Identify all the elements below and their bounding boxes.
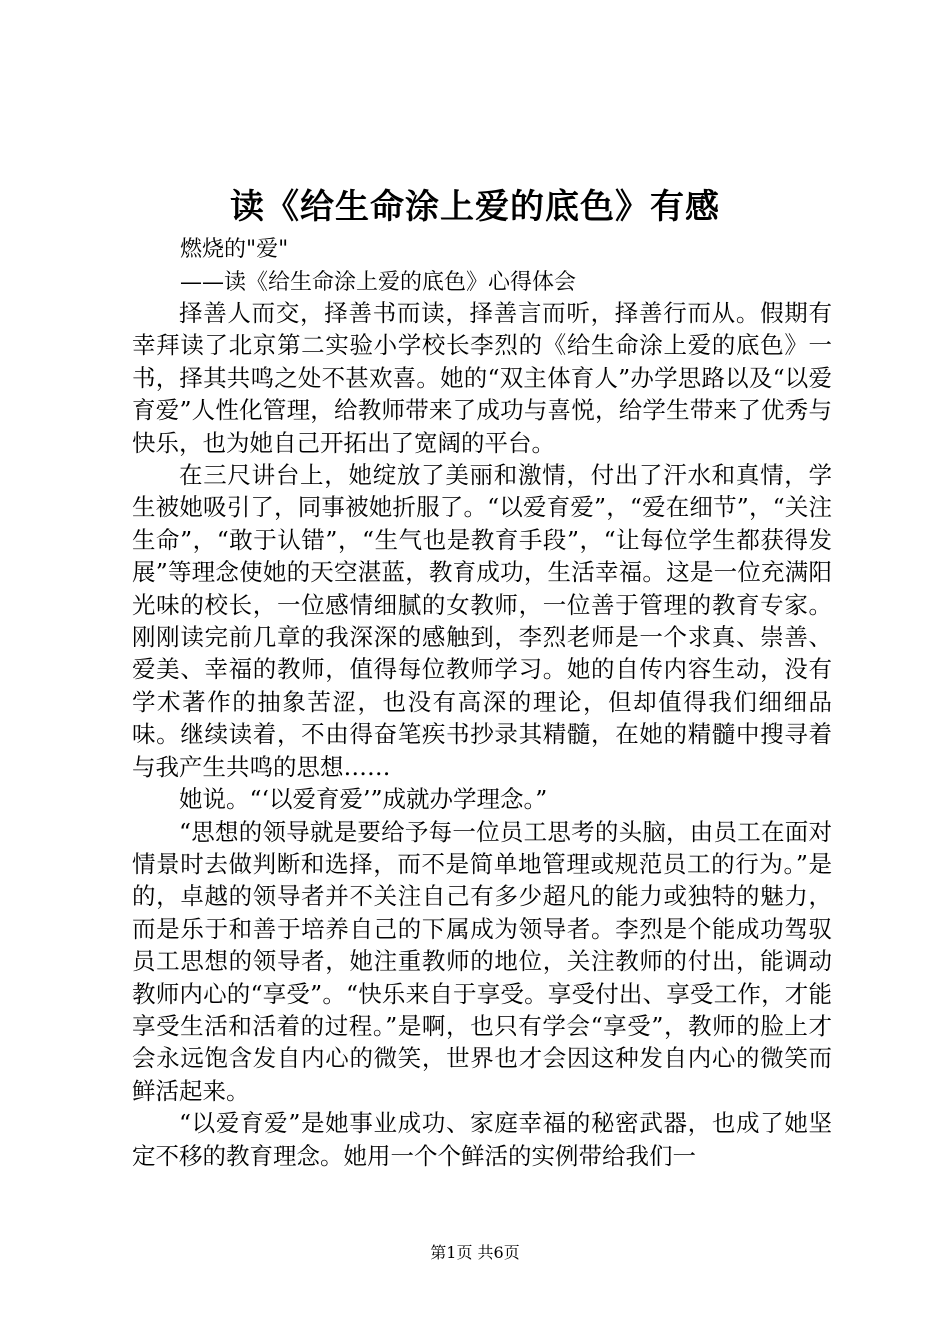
page-footer: 第1页 共6页 (430, 1243, 520, 1262)
document-title: 读《给生命涂上爱的底色》有感 (230, 187, 720, 227)
subtitle-line-1: 燃烧的"爱" (180, 237, 289, 262)
paragraph: “思想的领导就是要给予每一位员工思考的头脑，由员工在面对情景时去做判断和选择，而不是简单地管理或规范员工的行为。”是的，卓越的领导者并不关注自己有多少超凡的能力或独特的魅力，而是乐于和善于培养自己的下属成为领导者。李烈是个能成功驾驭员工思想的领导者，她注重教师的地位，关注教师的付出，能调动教师内心的“享受”。“快乐来自于享受。享受付出、享受工作，才能享受生活和活着的过程。”是啊，也只有学会“享受”，教师的脸上才会永远饱含发自内心的微笑，世界也才会因这种发自内心的微笑而鲜活起来。 (132, 817, 832, 1105)
body-text (132, 297, 832, 1172)
paragraph: 在三尺讲台上，她绽放了美丽和激情，付出了汗水和真情，学生被她吸引了，同事被她折服了。“以爱育爱”，“爱在细节”，“关注生命”，“敢于认错”，“生气也是教育手段”，“让每位学生都获得发展”等理念使她的天空湛蓝，教育成功，生活幸福。这是一位充满阳光味的校长，一位感情细腻的女教师，一位善于管理的教育专家。刚刚读完前几章的我深深的感触到，李烈老师是一个求真、崇善、爱美、幸福的教师，值得每位教师学习。她的自传内容生动，没有学术著作的抽象苦涩，也没有高深的理论，但却值得我们细细品味。继续读着，不由得奋笔疾书抄录其精髓，在她的精髓中搜寻着与我产生共鸣的思想…… (132, 461, 832, 781)
paragraph: “以爱育爱”是她事业成功、家庭幸福的秘密武器，也成了她坚定不移的教育理念。她用一个个鲜活的实例带给我们一 (132, 1109, 832, 1170)
subtitle-line-2: ——读《给生命涂上爱的底色》心得体会 (180, 270, 577, 295)
paragraph: 她说。“‘以爱育爱’”成就办学理念。” (179, 785, 548, 814)
paragraph: 择善人而交，择善书而读，择善言而听，择善行而从。假期有幸拜读了北京第二实验小学校长李烈的《给生命涂上爱的底色》一书，择其共鸣之处不甚欢喜。她的“双主体育人”办学思路以及“以爱育爱”人性化管理，给教师带来了成功与喜悦，给学生带来了优秀与快乐，也为她自己开拓出了宽阔的平台。 (132, 299, 832, 457)
